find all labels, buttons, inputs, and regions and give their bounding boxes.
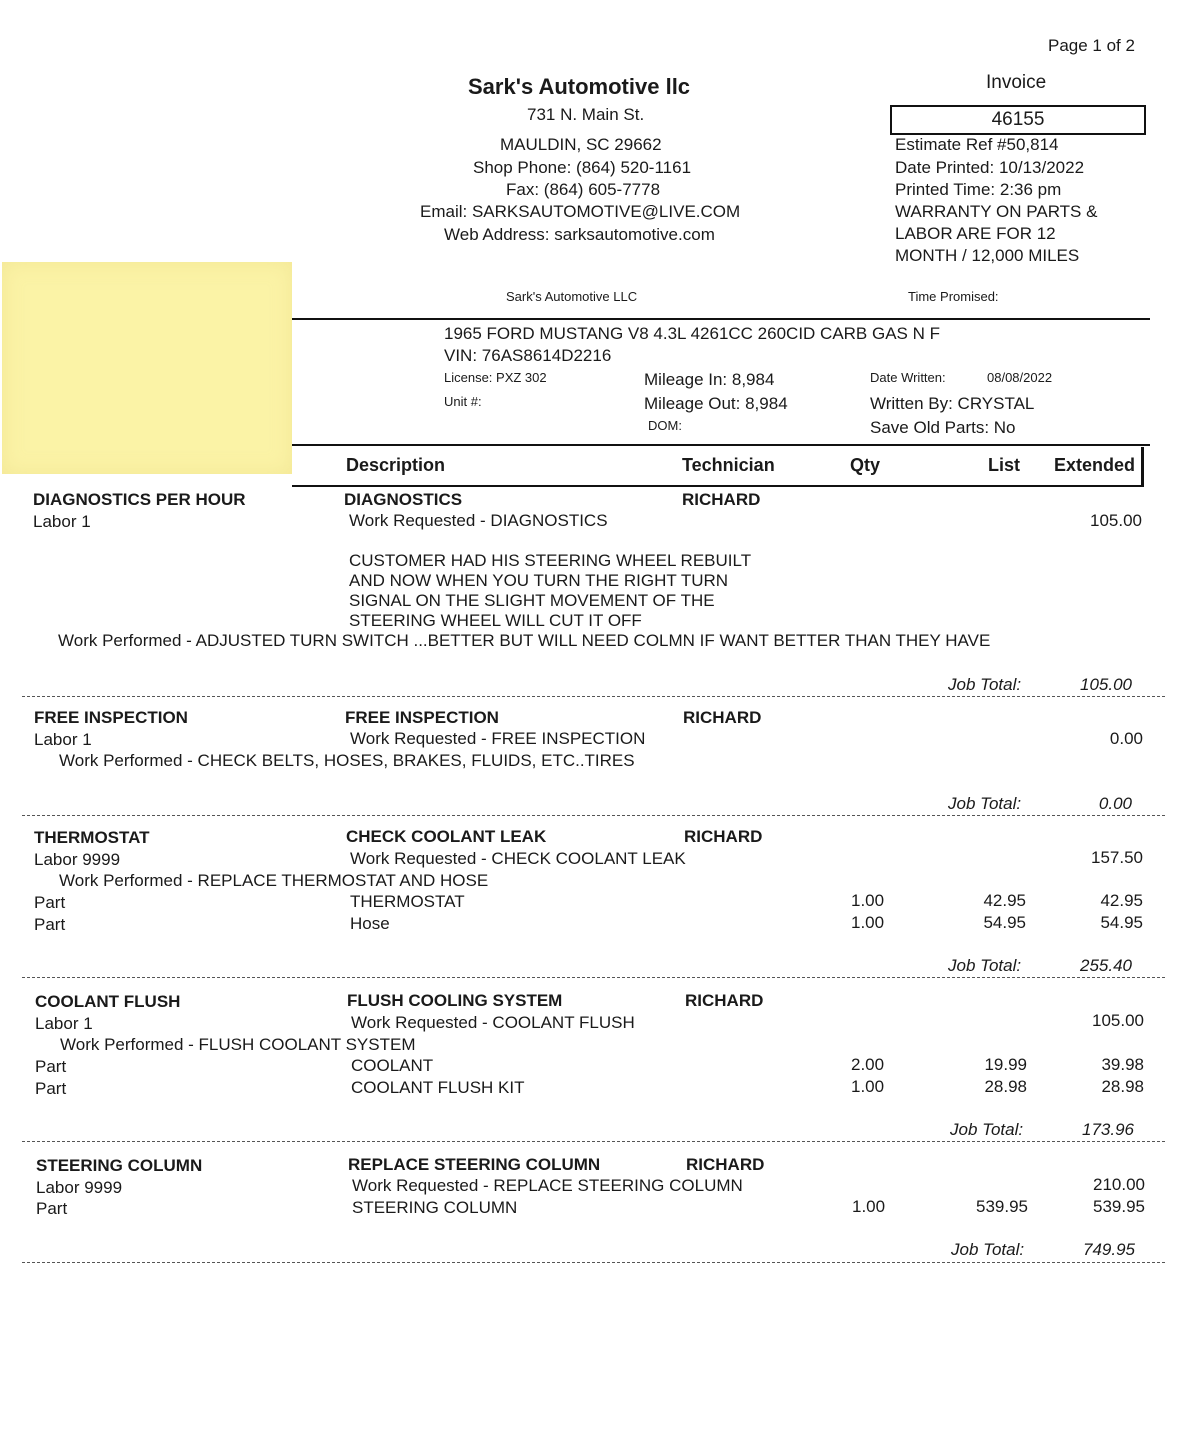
part-extended: 39.98 (1101, 1055, 1144, 1074)
work-requested: Work Requested - FREE INSPECTION (350, 729, 646, 748)
shop-phone: Shop Phone: (864) 520-1161 (473, 158, 692, 177)
invoice-number: 46155 (890, 105, 1146, 135)
part-list: 42.95 (983, 891, 1026, 910)
part-qty: 1.00 (851, 1077, 885, 1096)
customer-note-line: AND NOW WHEN YOU TURN THE RIGHT TURN (349, 571, 729, 590)
work-requested: Work Requested - REPLACE STEERING COLUMN (352, 1176, 743, 1195)
part-extended: 28.98 (1101, 1077, 1144, 1096)
part-qty: 1.00 (851, 913, 885, 932)
vehicle-license: License: PXZ 302 (444, 370, 547, 385)
date-printed: Date Printed: 10/13/2022 (895, 158, 1085, 177)
labor-extended: 210.00 (1093, 1175, 1145, 1194)
job-total: 749.95 (1083, 1240, 1135, 1259)
customer-note-line: CUSTOMER HAD HIS STEERING WHEEL REBUILT (349, 551, 752, 570)
mileage-in: Mileage In: 8,984 (644, 370, 775, 389)
part-label: Part (34, 915, 66, 934)
labor-line: Labor 9999 (34, 850, 121, 869)
job-title: REPLACE STEERING COLUMN (348, 1155, 601, 1174)
vehicle-vin: VIN: 76AS8614D2216 (444, 346, 612, 365)
job-title: FREE INSPECTION (345, 708, 499, 727)
part-description: COOLANT FLUSH KIT (351, 1078, 525, 1097)
shop-footer-name: Sark's Automotive LLC (506, 289, 638, 304)
printed-time: Printed Time: 2:36 pm (895, 180, 1062, 199)
job-divider (22, 1141, 1165, 1142)
save-old-parts: Save Old Parts: No (870, 418, 1016, 437)
work-requested: Work Requested - DIAGNOSTICS (349, 511, 608, 530)
job-divider (22, 696, 1165, 697)
job-total-label: Job Total: (950, 1120, 1024, 1139)
part-list: 54.95 (983, 913, 1026, 932)
job-total: 173.96 (1082, 1120, 1134, 1139)
vehicle-unit: Unit #: (444, 394, 482, 409)
part-qty: 1.00 (851, 891, 885, 910)
shop-email: Email: SARKSAUTOMOTIVE@LIVE.COM (420, 202, 741, 221)
job-divider (22, 815, 1165, 816)
part-list: 539.95 (976, 1197, 1028, 1216)
warranty-line-1: WARRANTY ON PARTS & (895, 202, 1098, 221)
part-label: Part (36, 1199, 68, 1218)
part-extended: 54.95 (1100, 913, 1143, 932)
vehicle-description: 1965 FORD MUSTANG V8 4.3L 4261CC 260CID CARB GAS N F (444, 324, 941, 343)
part-label: Part (35, 1079, 67, 1098)
customer-note-line: SIGNAL ON THE SLIGHT MOVEMENT OF THE (349, 591, 715, 610)
job-title: FLUSH COOLING SYSTEM (347, 991, 563, 1010)
shop-city: MAULDIN, SC 29662 (500, 135, 662, 154)
job-total-label: Job Total: (948, 675, 1022, 694)
part-description: Hose (350, 914, 390, 933)
labor-line: Labor 1 (35, 1014, 93, 1033)
col-qty: Qty (850, 455, 881, 475)
header-underline (292, 485, 1144, 487)
mileage-out: Mileage Out: 8,984 (644, 394, 788, 413)
job-name: STEERING COLUMN (36, 1156, 203, 1175)
part-description: STEERING COLUMN (352, 1198, 518, 1217)
sticky-note (2, 262, 292, 474)
work-requested: Work Requested - COOLANT FLUSH (351, 1013, 635, 1032)
job-total-label: Job Total: (951, 1240, 1025, 1259)
work-performed: Work Performed - ADJUSTED TURN SWITCH ...BETTER BUT WILL NEED COLMN IF WANT BETTER THAN THEY HAVE (58, 631, 991, 650)
job-total: 255.40 (1080, 956, 1132, 975)
date-written-label: Date Written: (870, 370, 946, 385)
dom: DOM: (648, 418, 682, 433)
work-requested: Work Requested - CHECK COOLANT LEAK (350, 849, 686, 868)
job-title: CHECK COOLANT LEAK (346, 827, 547, 846)
job-total-label: Job Total: (948, 956, 1022, 975)
labor-line: Labor 1 (33, 512, 91, 531)
col-description: Description (346, 455, 446, 475)
job-title: DIAGNOSTICS (344, 490, 463, 509)
written-by: Written By: CRYSTAL (870, 394, 1035, 413)
part-label: Part (34, 893, 66, 912)
part-qty: 2.00 (851, 1055, 885, 1074)
customer-note-line: STEERING WHEEL WILL CUT IT OFF (349, 611, 642, 630)
warranty-line-3: MONTH / 12,000 MILES (895, 246, 1080, 265)
shop-fax: Fax: (864) 605-7778 (506, 180, 661, 199)
job-name: THERMOSTAT (34, 828, 150, 847)
job-name: DIAGNOSTICS PER HOUR (33, 490, 246, 509)
job-total: 0.00 (1098, 794, 1132, 813)
time-promised: Time Promised: (908, 289, 999, 304)
labor-extended: 157.50 (1091, 848, 1143, 867)
part-description: THERMOSTAT (350, 892, 465, 911)
header-bracket (1141, 447, 1144, 487)
divider-header-top (292, 444, 1150, 446)
divider-vehicle-top (292, 318, 1150, 320)
job-divider (22, 1262, 1165, 1263)
job-divider (22, 977, 1165, 978)
job-total-label: Job Total: (948, 794, 1022, 813)
part-qty: 1.00 (852, 1197, 886, 1216)
job-technician: RICHARD (682, 490, 761, 509)
labor-line: Labor 9999 (36, 1178, 123, 1197)
page-number: Page 1 of 2 (1048, 36, 1135, 55)
part-list: 28.98 (984, 1077, 1027, 1096)
job-name: COOLANT FLUSH (35, 992, 181, 1011)
work-performed: Work Performed - FLUSH COOLANT SYSTEM (60, 1035, 416, 1054)
labor-line: Labor 1 (34, 730, 92, 749)
col-technician: Technician (682, 455, 775, 475)
date-written: 08/08/2022 (987, 370, 1053, 385)
estimate-ref: Estimate Ref #50,814 (895, 135, 1059, 154)
shop-web: Web Address: sarksautomotive.com (444, 225, 715, 244)
warranty-line-2: LABOR ARE FOR 12 (895, 224, 1056, 243)
job-name: FREE INSPECTION (34, 708, 188, 727)
labor-extended: 0.00 (1109, 729, 1143, 748)
part-extended: 539.95 (1093, 1197, 1145, 1216)
labor-extended: 105.00 (1092, 1011, 1144, 1030)
job-technician: RICHARD (684, 827, 763, 846)
job-technician: RICHARD (686, 1155, 765, 1174)
col-list: List (988, 455, 1021, 475)
shop-name: Sark's Automotive llc (468, 74, 691, 99)
work-performed: Work Performed - CHECK BELTS, HOSES, BRAKES, FLUIDS, ETC..TIRES (59, 751, 635, 770)
job-technician: RICHARD (683, 708, 762, 727)
col-extended: Extended (1054, 455, 1136, 475)
work-performed: Work Performed - REPLACE THERMOSTAT AND HOSE (59, 871, 489, 890)
shop-address: 731 N. Main St. (527, 105, 645, 124)
labor-extended: 105.00 (1090, 511, 1142, 530)
part-description: COOLANT (351, 1056, 434, 1075)
invoice-label: Invoice (986, 72, 1047, 93)
job-total: 105.00 (1080, 675, 1132, 694)
job-technician: RICHARD (685, 991, 764, 1010)
part-label: Part (35, 1057, 67, 1076)
part-list: 19.99 (984, 1055, 1027, 1074)
part-extended: 42.95 (1100, 891, 1143, 910)
